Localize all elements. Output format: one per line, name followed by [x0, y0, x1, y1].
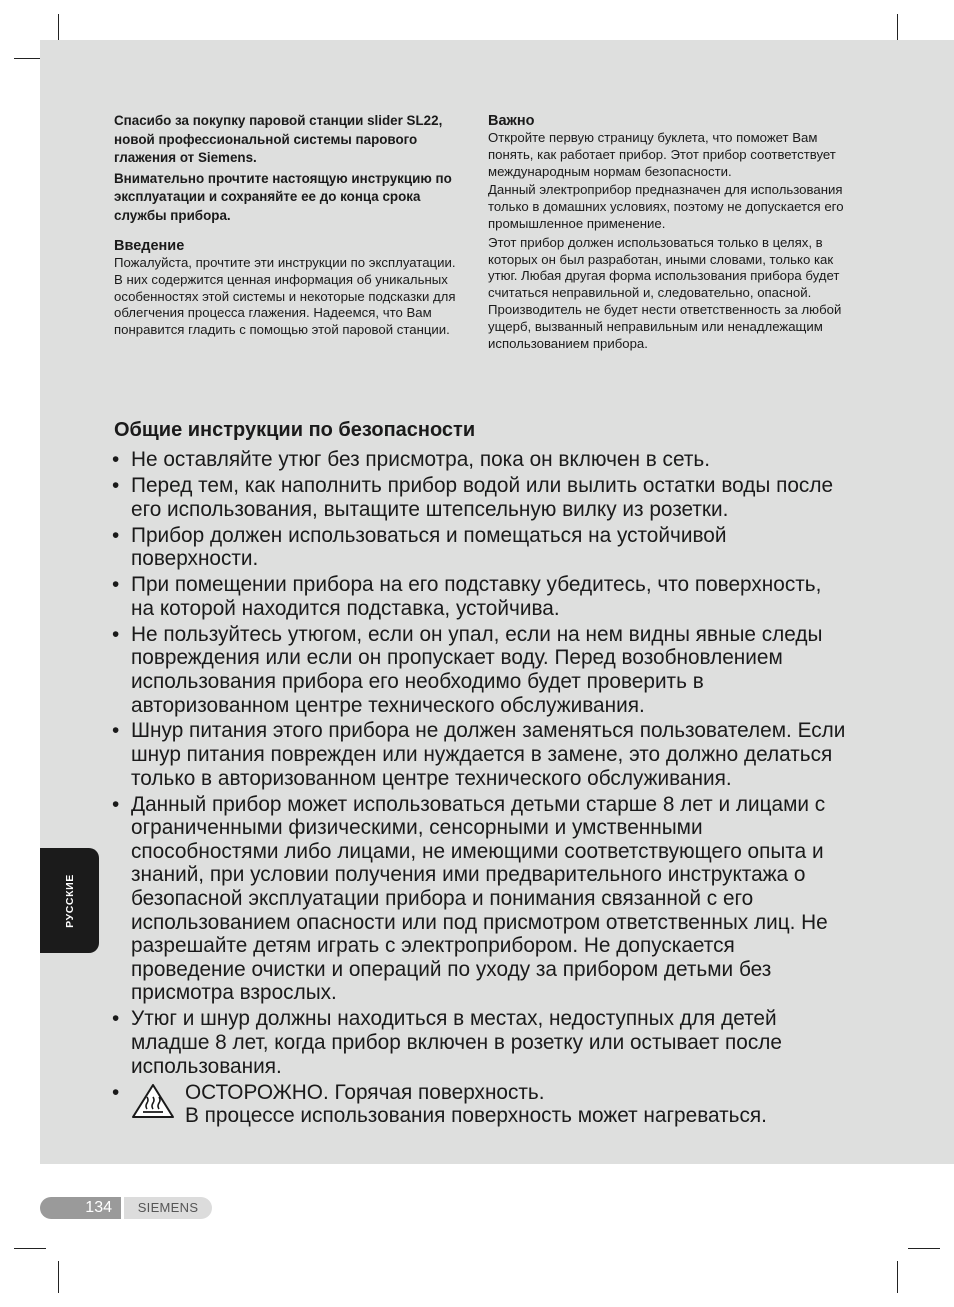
safety-item-text: Шнур питания этого прибора не должен заменяться пользователем. Если шнур питания поврежден или нуждается в замене, это должно делаться только в авторизованном центре технического обслуживания. — [131, 719, 846, 790]
brand-label: SIEMENS — [124, 1197, 212, 1219]
warning-row — [131, 1081, 848, 1128]
list-item — [112, 793, 848, 1005]
bullet-icon: • — [112, 448, 120, 471]
list-item — [112, 524, 848, 571]
crop-mark — [14, 1248, 46, 1249]
list-item — [112, 719, 848, 790]
safety-item-text: При помещении прибора на его подставку убедитесь, что поверхность, на которой находится подставка, устойчива. — [131, 573, 822, 620]
list-item — [112, 1007, 848, 1078]
bullet-icon: • — [112, 523, 120, 547]
introduction-text: Пожалуйста, прочтите эти инструкции по эксплуатации. В них содержится ценная информация об уникальных особенностях этой системы и некоторые подсказки для облегчения процесса глажения. Надеемся, что Вам понравится гладить с помощью этой паровой станции. — [114, 255, 456, 338]
important-title: Важно — [488, 113, 535, 129]
list-item — [112, 474, 848, 521]
important-column — [488, 112, 848, 352]
safety-item-text: Утюг и шнур должны находиться в местах, недоступных для детей младше 8 лет, когда прибор включен в розетку или остывает после использования. — [131, 1007, 782, 1078]
bullet-icon: • — [112, 573, 120, 597]
intro-thanks: Спасибо за покупку паровой станции slider SL22, новой профессиональной системы парового глажения от Siemens. — [114, 113, 443, 165]
bullet-icon: • — [112, 1080, 120, 1104]
language-tab-label: РУССКИЕ — [63, 873, 76, 928]
safety-item-text: Перед тем, как наполнить прибор водой или вылить остатки воды после его использования, вытащите штепсельную вилку из розетки. — [131, 473, 834, 521]
list-item — [112, 448, 848, 472]
safety-item-text: Данный прибор может использоваться детьми старше 8 лет и лицами с ограниченными физическими, сенсорными и умственными способностями либо лицами, не имеющими соответствующего опыта и знаний, при условии получения ими предварительного инструктажа о безопасной эксплуатации прибора и понимания связанной с его использованием опасности или под присмотром ответственных лиц. Не разрешайте детям играть с электроприбором. Не допускается проведение очистки и операций по уходу за прибором детьми без присмотра взрослых. — [131, 792, 828, 1005]
intro-column — [114, 112, 464, 339]
crop-mark — [58, 1261, 59, 1293]
list-item — [112, 573, 848, 620]
bullet-icon: • — [112, 792, 120, 816]
page-number: 134 — [40, 1197, 121, 1219]
introduction-title: Введение — [114, 238, 185, 254]
intro-read-carefully: Внимательно прочтите настоящую инструкцию по эксплуатации и сохраняйте ее до конца срока службы прибора. — [114, 170, 452, 223]
bullet-icon: • — [112, 622, 120, 646]
important-paragraph: Данный электроприбор предназначен для использования только в домашних условиях, поэтому не допускается его промышленное применение. — [488, 182, 844, 231]
warning-line-1: ОСТОРОЖНО. Горячая поверхность. — [185, 1080, 545, 1104]
crop-mark — [897, 1261, 898, 1293]
hot-surface-warning-icon — [131, 1083, 175, 1119]
bullet-icon: • — [112, 473, 120, 497]
safety-item-text: Не оставляйте утюг без присмотра, пока он включен в сеть. — [131, 448, 710, 471]
safety-item-text: Прибор должен использоваться и помещаться на устойчивой поверхности. — [131, 523, 727, 571]
list-item — [112, 623, 848, 717]
safety-list — [112, 448, 848, 1130]
crop-mark — [908, 1248, 940, 1249]
important-paragraph: Этот прибор должен использоваться только в целях, в которых он был разработан, иными словами, только как утюг. Любая другая форма использования прибора будет считаться неправильной и, следовательно, опасной. Производитель не будет нести ответственность за любой ущерб, вызванный неправильным или ненадлежащим использованием прибора. — [488, 234, 842, 351]
bullet-icon: • — [112, 719, 120, 743]
bullet-icon: • — [112, 1007, 120, 1031]
important-paragraph: Откройте первую страницу буклета, что поможет Вам понять, как работает прибор. Этот прибор соответствует международным нормам безопасности. — [488, 130, 836, 179]
language-tab — [40, 848, 99, 953]
safety-item-text: Не пользуйтесь утюгом, если он упал, если на нем видны явные следы повреждения или если он пропускает воду. Перед возобновлением использования прибора его необходимо будет проверить в авторизованном центре технического обслуживания. — [131, 622, 823, 717]
warning-line-2: В процессе использования поверхность может нагреваться. — [185, 1104, 767, 1128]
safety-title: Общие инструкции по безопасности — [114, 419, 476, 441]
warning-item — [112, 1081, 848, 1128]
warning-text — [185, 1081, 767, 1128]
